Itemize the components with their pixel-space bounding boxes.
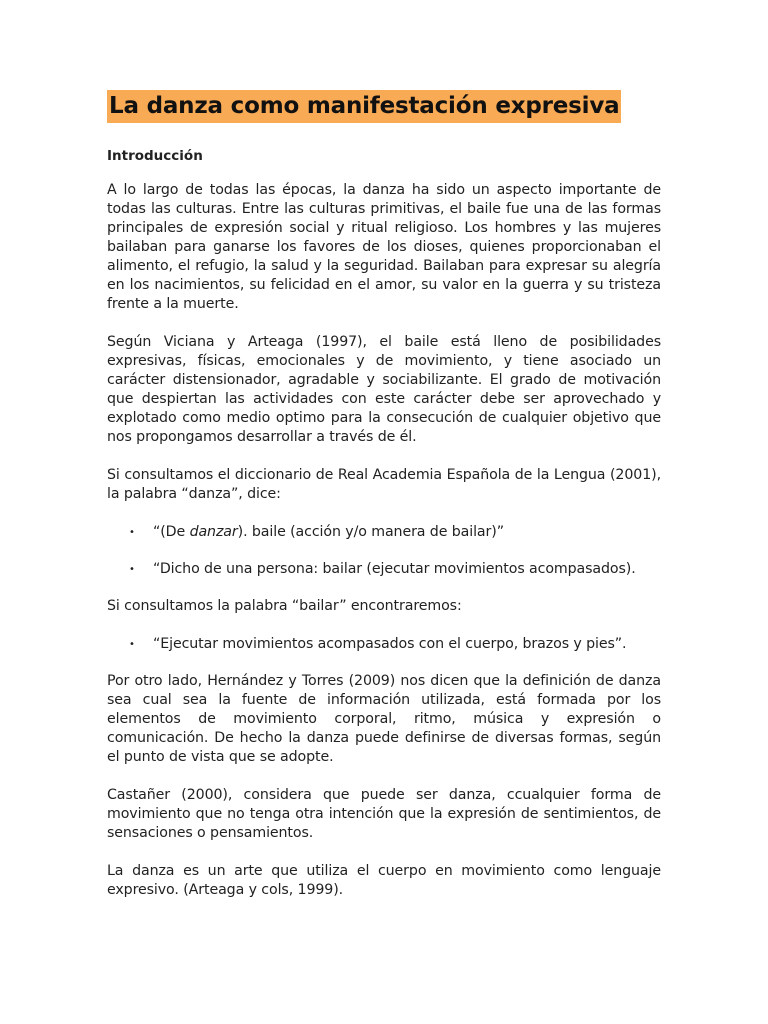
paragraph-bailar: Si consultamos la palabra “bailar” encontraremos: (107, 598, 462, 614)
list-item (129, 635, 661, 654)
list-item (129, 523, 661, 542)
definition-list-danza (107, 523, 661, 579)
bullet-icon: • (129, 564, 135, 575)
paragraph-arteaga: La danza es un arte que utiliza el cuerpo en movimiento como lenguaje expresivo. (Arteaga y cols, 1999). (107, 863, 661, 898)
list-item-text-start: “(De (153, 524, 190, 540)
paragraph-castaner: Castañer (2000), considera que puede ser danza, ccualquier forma de movimiento que no tenga otra intención que la expresión de sentimientos, de sensaciones o pensamientos. (107, 787, 661, 841)
section-heading: Introducción (107, 148, 203, 164)
list-item-text: “Ejecutar movimientos acompasados con el cuerpo, brazos y pies”. (153, 636, 627, 652)
paragraph-viciana: Según Viciana y Arteaga (1997), el baile está lleno de posibilidades expresivas, físicas, emocionales y de movimiento, y tiene asociado un carácter distensionador, agradable y sociabilizante. El grado de motivación que despiertan las actividades con este carácter debe ser aprovechado y explotado como medio optimo para la consecución de cualquier objetivo que nos propongamos desarrollar a través de él. (107, 334, 661, 445)
list-item-text: “Dicho de una persona: bailar (ejecutar movimientos acompasados). (153, 561, 636, 577)
list-item (129, 560, 661, 579)
list-item-emphasis: danzar (189, 524, 238, 540)
bullet-icon: • (129, 639, 135, 650)
definition-list-bailar (107, 635, 661, 654)
paragraph-hernandez: Por otro lado, Hernández y Torres (2009) nos dicen que la definición de danza sea cual sea la fuente de información utilizada, está formada por los elementos de movimiento corporal, ritmo, música y expresión o comunicación. De hecho la danza puede definirse de diversas formas, según el punto de vista que se adopte. (107, 673, 661, 765)
document-title: La danza como manifestación expresiva (107, 90, 621, 123)
paragraph-intro: A lo largo de todas las épocas, la danza ha sido un aspecto importante de todas las culturas. Entre las culturas primitivas, el baile fue una de las formas principales de expresión social y ritual religioso. Los hombres y las mujeres bailaban para ganarse los favores de los dioses, quienes proporcionaban el alimento, el refugio, la salud y la seguridad. Bailaban para expresar su alegría en los nacimientos, su felicidad en el amor, su valor en la guerra y su tristeza frente a la muerte. (107, 182, 661, 312)
bullet-icon: • (129, 527, 135, 538)
paragraph-diccionario: Si consultamos el diccionario de Real Academia Española de la Lengua (2001), la palabra “danza”, dice: (107, 467, 661, 502)
list-item-text-end: ). baile (acción y/o manera de bailar)” (237, 524, 504, 540)
